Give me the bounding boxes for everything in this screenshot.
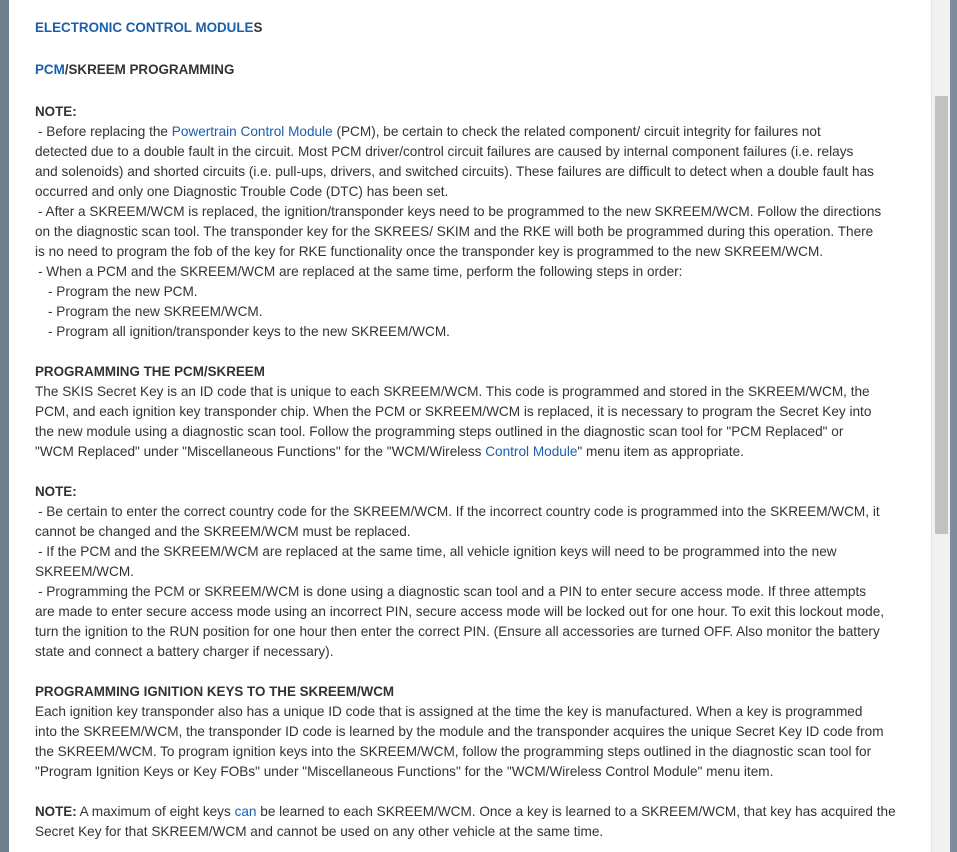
section-heading: PROGRAMMING IGNITION KEYS TO THE SKREEM/WCM bbox=[35, 684, 395, 699]
note-label: NOTE: bbox=[35, 804, 77, 819]
subtitle-text: /SKREEM PROGRAMMING bbox=[64, 62, 235, 77]
vertical-scrollbar[interactable] bbox=[931, 0, 950, 852]
background-edge-left bbox=[0, 0, 9, 852]
note-line: - When a PCM and the SKREEM/WCM are replaced at the same time, perform the following steps in order: bbox=[38, 264, 683, 279]
note-line: are made to enter secure access mode using an incorrect PIN, secure access mode will be locked out for one hour. To exit this lockout mode, bbox=[35, 604, 885, 619]
section-heading: PROGRAMMING THE PCM/SKREEM bbox=[35, 364, 265, 379]
note-block-1 bbox=[35, 102, 921, 342]
section-programming-pcm-skreem bbox=[35, 362, 921, 462]
paragraph-line: the SKREEM/WCM. To program ignition keys into the SKREEM/WCM, follow the programming steps outlined in the diagnostic scan tool for bbox=[35, 744, 872, 759]
powertrain-control-module-link[interactable]: Powertrain Control Module bbox=[171, 124, 333, 139]
page-subtitle bbox=[35, 60, 921, 80]
note-block-2 bbox=[35, 482, 921, 662]
paragraph-line: into the SKREEM/WCM, the transponder ID code is learned by the module and the transponder acquires the unique Secret Key ID code from bbox=[35, 724, 884, 739]
note-line: turn the ignition to the RUN position for one hour then enter the correct PIN. (Ensure all accessories are turned OFF. Also monitor the battery bbox=[35, 624, 880, 639]
note-block-3 bbox=[35, 802, 921, 842]
note-line: - If the PCM and the SKREEM/WCM are replaced at the same time, all vehicle ignition keys will need to be programmed into the new bbox=[38, 544, 837, 559]
note-line: is no need to program the fob of the key for RKE functionality once the transponder key is programmed to the new SKREEM/WCM. bbox=[35, 244, 824, 259]
control-module-link[interactable]: Control Module bbox=[485, 444, 578, 459]
note-label: NOTE: bbox=[35, 104, 77, 119]
background-edge-right bbox=[950, 0, 957, 852]
note-line: NOTE: A maximum of eight keys can be learned to each SKREEM/WCM. Once a key is learned to a SKREEM/WCM, that key has acquired the bbox=[35, 804, 896, 819]
document-content bbox=[35, 18, 921, 842]
scrollbar-thumb[interactable] bbox=[935, 96, 948, 534]
note-label: NOTE: bbox=[35, 484, 77, 499]
note-line: and solenoids) and shorted circuits (i.e. pull-ups, drivers, and switched circuits). These failures are difficult to detect when a double fault has bbox=[35, 164, 874, 179]
section-programming-ignition-keys bbox=[35, 682, 921, 782]
step-item: - Program all ignition/transponder keys to the new SKREEM/WCM. bbox=[48, 324, 450, 339]
can-link[interactable]: can bbox=[234, 804, 257, 819]
note-line: - Be certain to enter the correct country code for the SKREEM/WCM. If the incorrect country code is programmed into the SKREEM/WCM, it bbox=[38, 504, 880, 519]
title-suffix: S bbox=[253, 20, 263, 35]
paragraph-line: Each ignition key transponder also has a unique ID code that is assigned at the time the key is manufactured. When a key is programmed bbox=[35, 704, 863, 719]
note-line: state and connect a battery charger if necessary). bbox=[35, 644, 334, 659]
note-line: Secret Key for that SKREEM/WCM and cannot be used on any other vehicle at the same time. bbox=[35, 824, 604, 839]
paragraph-line: "Program Ignition Keys or Key FOBs" under "Miscellaneous Functions" for the "WCM/Wireless Control Module" menu item. bbox=[35, 764, 774, 779]
title-link[interactable]: ELECTRONIC CONTROL MODULE bbox=[35, 20, 254, 35]
paragraph-line: The SKIS Secret Key is an ID code that is unique to each SKREEM/WCM. This code is programmed and stored in the SKREEM/WCM, the bbox=[35, 384, 870, 399]
step-item: - Program the new PCM. bbox=[48, 284, 198, 299]
document-page bbox=[9, 0, 931, 852]
note-line: cannot be changed and the SKREEM/WCM must be replaced. bbox=[35, 524, 411, 539]
paragraph-line: PCM, and each ignition key transponder chip. When the PCM or SKREEM/WCM is replaced, it is necessary to program the Secret Key into bbox=[35, 404, 872, 419]
paragraph-line: the new module using a diagnostic scan tool. Follow the programming steps outlined in the diagnostic scan tool for "PCM Replaced" or bbox=[35, 424, 844, 439]
note-line: occurred and only one Diagnostic Trouble Code (DTC) has been set. bbox=[35, 184, 449, 199]
paragraph-line: "WCM Replaced" under "Miscellaneous Functions" for the "WCM/Wireless Control Module" menu item as appropriate. bbox=[35, 444, 744, 459]
note-line: - Programming the PCM or SKREEM/WCM is done using a diagnostic scan tool and a PIN to enter secure access mode. If three attempts bbox=[38, 584, 867, 599]
note-line: SKREEM/WCM. bbox=[35, 564, 134, 579]
page-title bbox=[35, 18, 921, 38]
note-line: - Before replacing the Powertrain Control Module (PCM), be certain to check the related component/ circuit integrity for failures not bbox=[38, 124, 821, 139]
note-line: - After a SKREEM/WCM is replaced, the ignition/transponder keys need to be programmed to the new SKREEM/WCM. Follow the directions bbox=[38, 204, 882, 219]
pcm-link[interactable]: PCM bbox=[35, 62, 65, 77]
note-line: detected due to a double fault in the circuit. Most PCM driver/control circuit failures are caused by internal component failures (i.e. relays bbox=[35, 144, 854, 159]
step-item: - Program the new SKREEM/WCM. bbox=[48, 304, 263, 319]
note-line: on the diagnostic scan tool. The transponder key for the SKREES/ SKIM and the RKE will both be programmed during this operation. There bbox=[35, 224, 874, 239]
